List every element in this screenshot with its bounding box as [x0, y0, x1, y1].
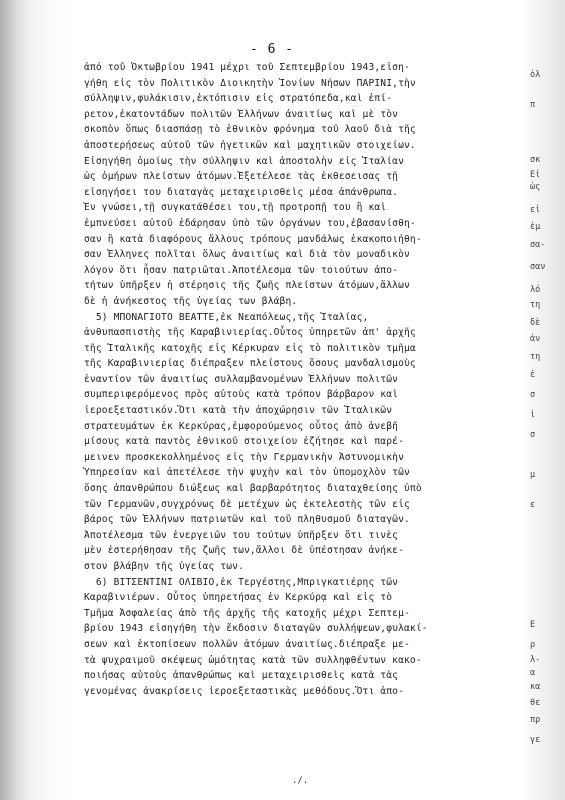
margin-fragment: σαν [530, 262, 546, 272]
text-line: βρίου 1943 εἰσηγήθη τὴν ἔκδοσιν διαταγῶν συλλήψεων,φυλακί- [84, 623, 428, 635]
text-line: ἀνθυπασπιστὴς τῆς Καραβινιερίας.Οὗτος ὑπηρετῶν ἀπ' ἀρχῆς [84, 327, 416, 339]
text-line: 6) ΒΙΤΣΕΝΤΙΝΙ ΟΛΙΒΙΟ,ἐκ Τεργέστης,Μπριγκατιέρης τῶν [84, 576, 399, 588]
text-line: ἀποστερήσεως αὐτοῦ τῶν ἡγετικῶν καὶ μαχητικῶν στοιχείων. [84, 139, 416, 151]
margin-fragment: σκ [530, 155, 541, 165]
text-line: Εἰσηγήθη ὁμοίως τὴν σύλληψιν καὶ ἀποστολὴν εἰς Ἰταλίαν [84, 155, 404, 167]
text-line: Ἀποτέλεσμα τῶν ἐνεργειῶν του τούτων ὑπῆρξεν ὅτι τινὲς [84, 529, 399, 541]
margin-fragment: ἱ [530, 410, 536, 420]
margin-fragment: θε [530, 698, 541, 708]
margin-fragment: γε [530, 735, 541, 745]
text-line: ἐναντίον τῶν ἀναιτίως συλλαμβανομένων Ἑλλήνων πολιτῶν [84, 373, 399, 385]
continuation-mark: ./. [292, 776, 309, 786]
text-line: γενομένας ἀνακρίσεις ἱεροεξεταστικὰς μεθόδους.Ὅτι ἀπο- [84, 685, 404, 697]
text-line: ρετον,ἑκατοντάδων πολιτῶν Ἑλλήνων ἀναιτίως καὶ μὲ τὸν [84, 108, 399, 120]
text-line: μεινεν προσκεκολλημένος εἰς τὴν Γερμανικὴν Ἀστυνομικὴν [84, 451, 404, 463]
margin-fragment: ἐ [530, 370, 536, 380]
margin-fragment: σ [530, 430, 536, 440]
margin-fragment: ε [530, 500, 536, 510]
margin-fragment: π [530, 100, 536, 110]
text-line: μὲν ἐστερήθησαν τῆς ζωῆς των,ἄλλοι δὲ ὑπέστησαν ἀνήκε- [84, 545, 404, 557]
text-line: Ἐν γνώσει,τῇ συγκατάθέσει του,τῇ προτροπῇ του ἢ καὶ [84, 202, 387, 214]
margin-fragment: α [530, 668, 536, 678]
text-line: τῆς Ἰταλικῆς κατοχῆς εἰς Κέρκυραν εἰς τὸ πολιτικὸν τμῆμα [84, 342, 416, 354]
margin-fragment: λ- [530, 655, 541, 665]
margin-fragment: ὡς [530, 182, 541, 192]
text-line: δὲ ἡ ἀνήκεστος τῆς ὑγείας των βλάβη. [84, 295, 298, 307]
text-line: σαν ἢ κατὰ διαφόρους ἄλλους τρόπους μανδάλως ἐκακοποιήθη- [84, 233, 422, 245]
text-line: τήτων ὑπῆρξεν ἡ στέρησις τῆς ζωῆς πλείστων ἀτόμων,ἄλλων [84, 280, 410, 292]
text-line: σεων καὶ ἐκτοπίσεων πολλῶν ἀτόμων ἀναιτίως.διέπραξε με- [84, 638, 410, 650]
margin-fragment: Εἰ [530, 170, 541, 180]
margin-fragment: τη [530, 300, 541, 310]
text-line: σύλληψιν,φυλάκισιν,ἐκτόπισιν εἰς στρατόπεδα,καὶ ἐπί- [84, 93, 393, 105]
text-line: ἀπό τοῦ Ὀκτωβρίου 1941 μέχρι τοῦ Σεπτεμβρίου 1943,εἰση- [84, 62, 410, 73]
margin-fragment: μ [530, 470, 536, 480]
margin-fragment: ρ [530, 640, 536, 650]
margin-fragment: τη [530, 352, 541, 362]
text-line: σαν Ἑλληνες πολῖται ὅλως ἀναιτίως καὶ διὰ τὸν μοναδικὸν [84, 249, 410, 261]
text-line: 5) ΜΠΟΝΑΓΙΟΤΟ ΒΕΑΤΤΕ,ἐκ Νεαπόλεως,τῆς Ἰταλίας, [84, 311, 369, 323]
text-line: λόγον ὅτι ἦσαν πατριῶται.Ἀποτέλεσμα τῶν τοιούτων ἀπο- [84, 264, 399, 276]
text-line: ἱεροεξεταστικόν.Ὅτι κατὰ τὴν ἀποχώρησιν τῶν Ἰταλικῶν [84, 405, 393, 417]
margin-fragment: ὁλ [530, 70, 541, 80]
text-line: ἐμπνεύσει αὐτοῦ ἐδάρησαν ὑπὸ τῶν ὀργάνων του,ἐβασανίσθη- [84, 217, 416, 229]
text-line: βάρος τῶν Ἑλλήνων πατριωτῶν καὶ τοῦ πληθυσμοῦ διαταγῶν. [84, 514, 410, 526]
text-line: ποιήσας αὐτοὺς ἀπανθρώπως καὶ μεταχειρισθεὶς κατὰ τὰς [84, 670, 399, 682]
margin-fragment: σ [530, 390, 536, 400]
text-line: ὅσης ἀπανθρώπου διώξεως καὶ βαρβαρότητος διαταχθείσης ὑπὸ [84, 483, 422, 495]
margin-fragment: σα- [530, 240, 546, 250]
text-line: σκοπὸν ὅπως διασπάσῃ τὸ ἐθνικὸν φρόνημα τοῦ λαοῦ διὰ τῆς [84, 124, 416, 136]
margin-fragment: εἰ [530, 205, 541, 215]
text-line: τὰ ψυχραιμοῦ σκέψεως ὠμότητας κατὰ τῶν συλληφθέντων κακο- [84, 654, 422, 666]
text-line: συμπεριφερόμενος πρὸς αὐτοὺς κατὰ τρόπον βάρβαρον καὶ [84, 389, 399, 401]
text-line: Καραβινιέρων. Οὗτος ὑπηρετήσας ἐν Κερκύρᾳ καὶ εἰς τὸ [84, 592, 393, 604]
right-margin-fragments [528, 0, 565, 800]
margin-fragment: δὲ [530, 318, 541, 328]
text-line: Ὑπηρεσίαν καὶ ἀπετέλεσε τὴν ψυχὴν καὶ τὸν ὑπομοχλὸν τῶν [84, 467, 410, 479]
text-line: στρατευμάτων ἐκ Κερκύρας,ἐμφορούμενος οὗτος ἀπὸ ἀνεβῆ [84, 420, 399, 432]
text-line: ὡς ὁμήρων πλείστων ἀτόμων.Ἐξετέλεσε τὰς ἐκθεσεισας τῇ [84, 171, 399, 183]
text-line: στον βλάβην τῆς ὑγείας των. [84, 561, 244, 572]
text-line: γήθη εἰς τὸν Πολιτικὸν Διοικητὴν Ἰονίων Νήσων ΠΑΡΙΝΙ,τὴν [84, 77, 416, 89]
text-line: Τμῆμα Ἀσφαλείας ἀπὸ τῆς ἀρχῆς τῆς κατοχῆς μέχρι Σεπτεμ- [84, 607, 410, 619]
margin-fragment: Ε [530, 620, 536, 630]
text-line: τῶν Γερμανῶν,συγχρόνως δὲ μετέχων ὡς ἐκτελεστὴς τῶν εἰς [84, 498, 410, 510]
body-text [84, 60, 514, 699]
margin-fragment: κα [530, 682, 541, 692]
margin-fragment: ἐμ [530, 222, 541, 232]
text-line: τῆς Καραβινιερίας διέπραξεν πλείστους ὅσους μανδαλισμοὺς [84, 358, 416, 370]
scan-edge-shadow [0, 0, 28, 800]
margin-fragment: πρ [530, 715, 541, 725]
page-number: - 6 - [250, 42, 295, 57]
margin-fragment: ἀν [530, 334, 541, 344]
text-line: εἰσηγήσει του διαταγὰς μεταχειρισθεὶς μέσα ἀπάνθρωπα. [84, 186, 399, 198]
text-line: μίσους κατὰ παντὸς ἐθνικοῦ στοιχείου ἐζήτησε καὶ παρέ- [84, 436, 404, 448]
margin-fragment: λό [530, 285, 541, 295]
